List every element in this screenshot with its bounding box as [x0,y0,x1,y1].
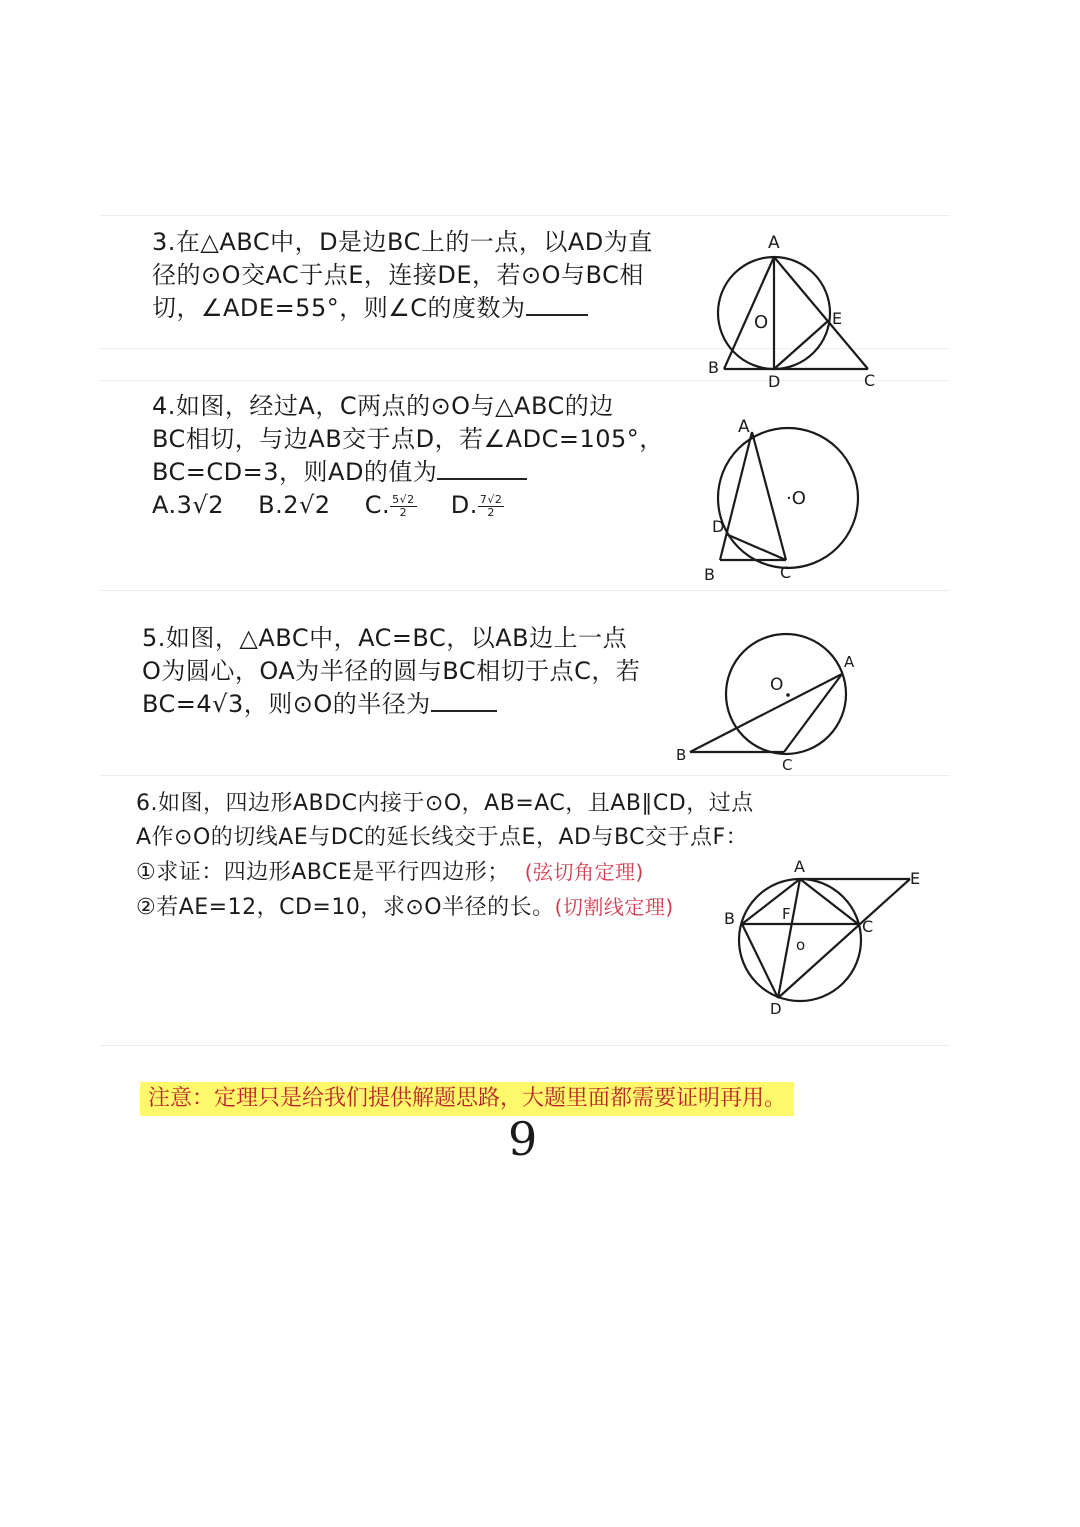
side-ab [690,674,842,752]
label-c: C [862,917,874,936]
answer-blank [431,709,497,712]
problem-4-text [152,390,664,522]
ruled-line [100,590,950,591]
label-o: O [770,675,784,695]
label-o: O [754,312,769,333]
ruled-line [100,215,950,216]
ruled-line [100,1045,950,1046]
problem-6-text [136,787,754,925]
problem-4-line-2: BC相切，与边AB交于点D，若∠ADC=105°， [152,425,664,453]
label-o: o [796,936,806,954]
highlighted-note: 注意：定理只是给我们提供解题思路，大题里面都需要证明再用。 [140,1082,794,1116]
label-d: D [712,517,725,536]
problem-5-figure [672,636,872,776]
problem-6-part-2: ②若AE=12，CD=10，求⊙O半径的长。 [136,895,555,920]
problem-4-choices [152,489,664,522]
problem-3-line-2: 径的⊙O交AC于点E，连接DE，若⊙O与BC相 [152,261,644,289]
problem-4-line-3: BC=CD=3，则AD的值为 [152,458,438,486]
problem-3-text [152,226,653,325]
center-dot [786,693,790,697]
segment-dc [726,534,786,560]
answer-blank [437,477,527,480]
label-c: C [864,371,876,390]
problem-6-line-2: A作⊙O的切线AE与DC的延长线交于点E，AD与BC交于点F： [136,825,749,850]
hint-secant-theorem: (切割线定理) [554,895,674,919]
label-b: B [708,358,719,377]
label-a: A [794,857,805,876]
label-o: ·O [786,488,806,509]
label-a: A [844,653,855,671]
label-d: D [768,372,781,391]
problem-5-line-3: BC=4√3，则⊙O的半径为 [142,690,431,718]
label-c: C [780,563,792,582]
problem-4-line-1: 4.如图，经过A，C两点的⊙O与△ABC的边 [152,392,614,420]
choice-a: A.3√2 [152,491,224,519]
problem-3-line-3: 切，∠ADE=55°，则∠C的度数为 [152,294,526,322]
label-f: F [782,905,791,923]
label-e: E [910,869,921,888]
problem-6-figure [720,858,930,1018]
problem-4-figure [700,412,880,587]
choice-b: B.2√2 [258,491,331,519]
hint-tangent-chord-theorem: (弦切角定理) [524,860,644,884]
label-d: D [770,1000,782,1018]
problem-5-line-2: O为圆心，OA为半径的圆与BC相切于点C，若 [142,657,641,685]
label-c: C [782,756,793,774]
answer-blank [526,313,588,316]
problem-5-line-1: 5.如图，△ABC中，AC=BC，以AB边上一点 [142,624,628,652]
side-ac [752,432,786,560]
problem-3-figure [700,228,900,393]
problem-6-part-1: ①求证：四边形ABCE是平行四边形； [136,860,510,885]
label-a: A [738,417,750,437]
label-a: A [768,233,780,253]
choice-d: D. $\frac{7√2}{2}$ [450,491,503,519]
side-ac [774,257,868,369]
label-b: B [676,746,687,764]
problem-5-text [142,622,640,721]
problem-6-line-1: 6.如图，四边形ABDC内接于⊙O，AB=AC，且AB∥CD，过点 [136,791,754,816]
problem-3-line-1: 3.在△ABC中，D是边BC上的一点，以AD为直 [152,228,653,256]
label-e: E [832,309,843,328]
page-number: 9 [508,1112,538,1166]
side-ac [784,674,842,752]
label-b: B [704,565,715,584]
choice-c: C. $\frac{5√2}{2}$ [364,491,415,519]
label-b: B [724,909,735,928]
